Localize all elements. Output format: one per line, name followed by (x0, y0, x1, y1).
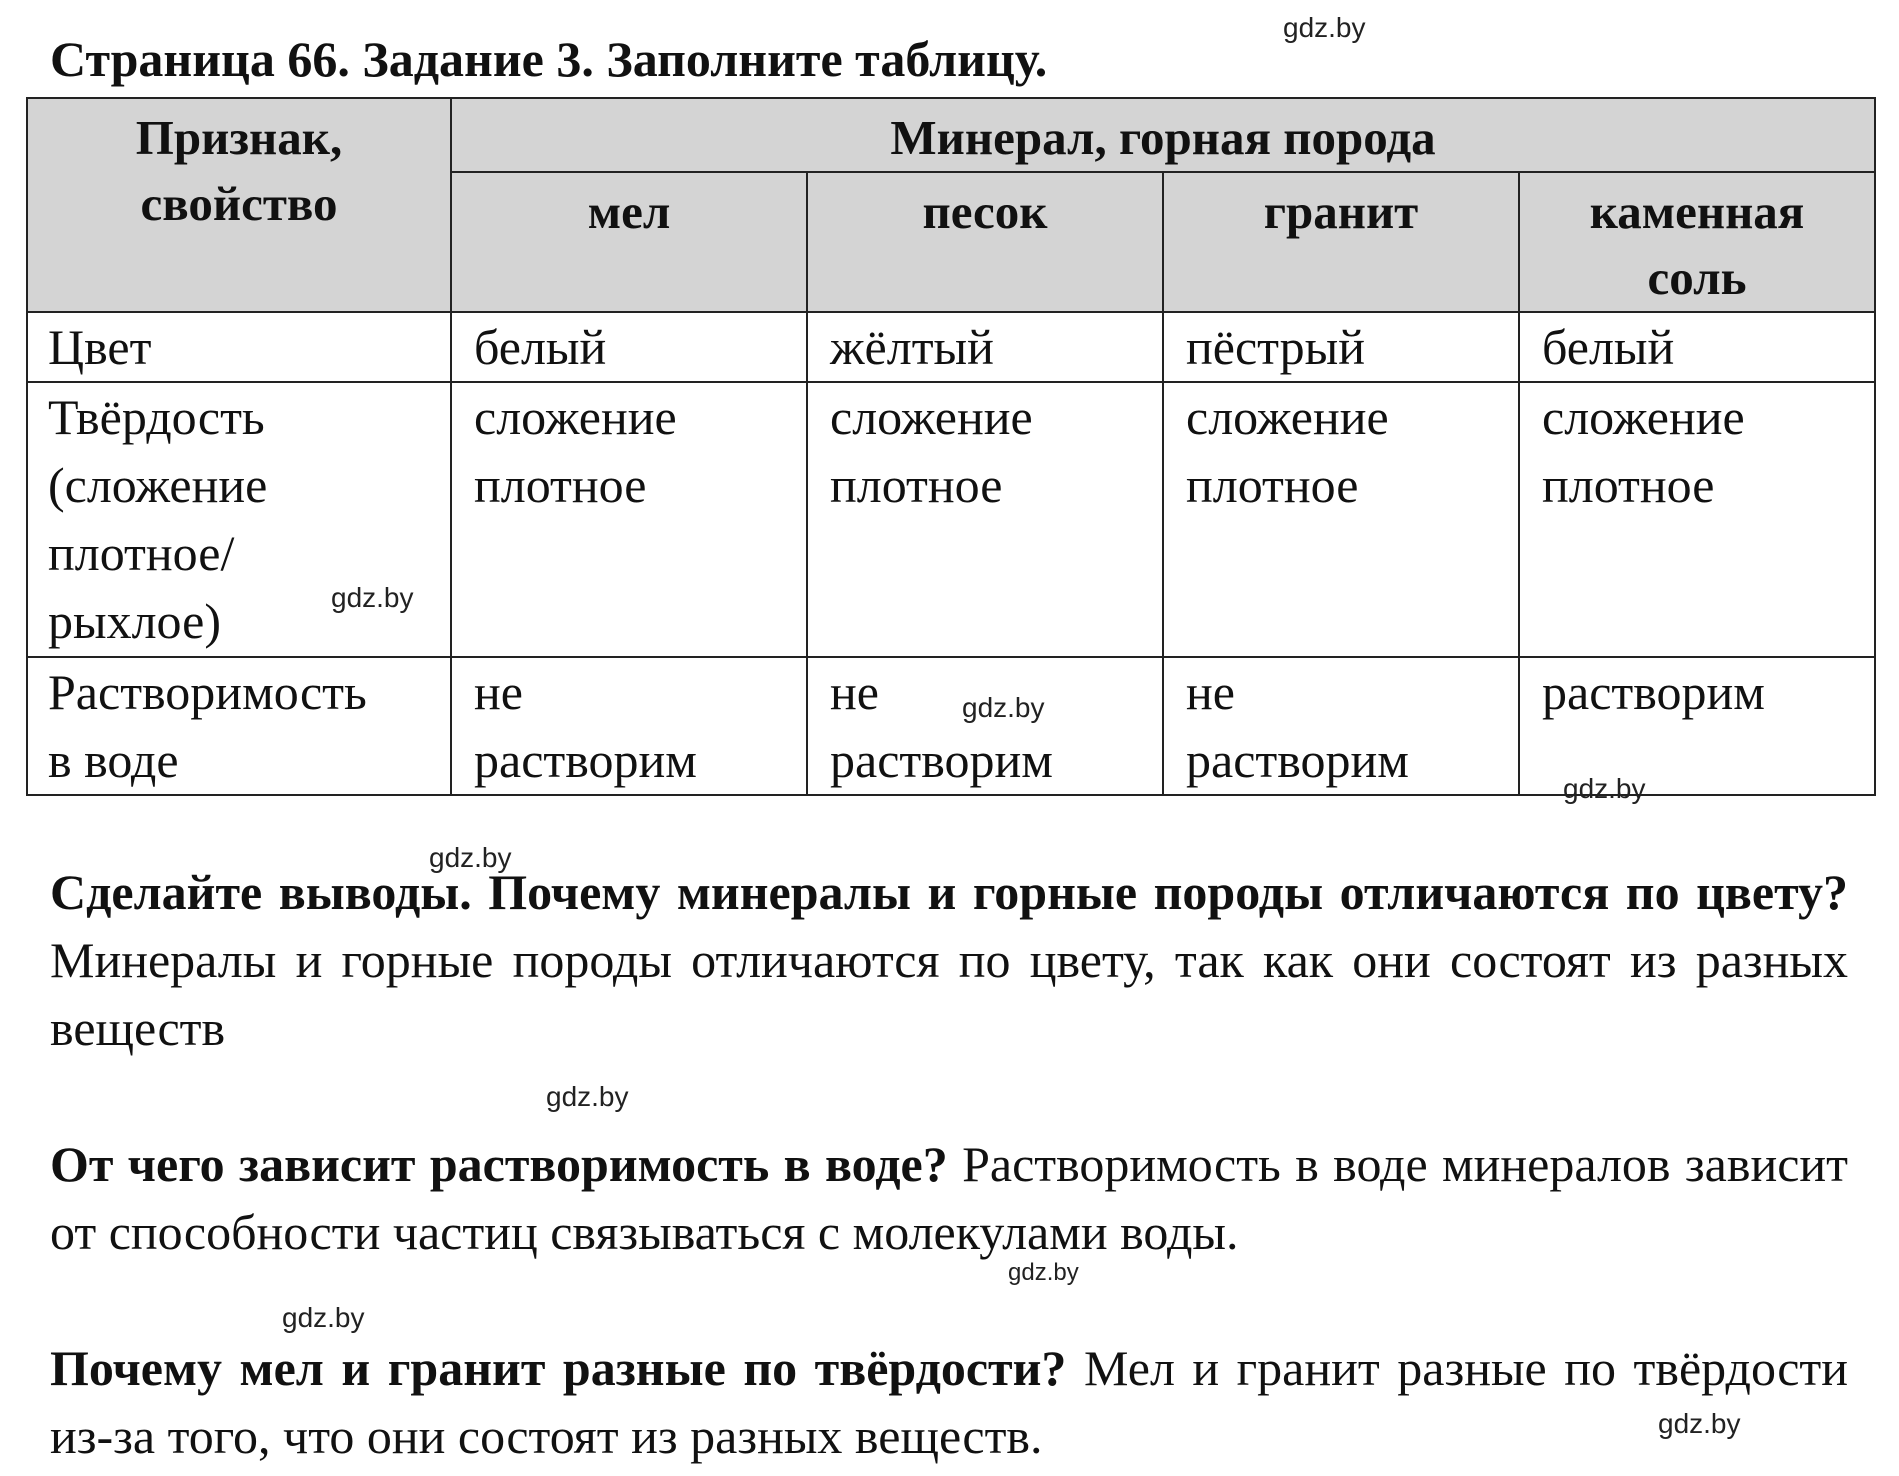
table-row (27, 657, 1875, 795)
column-header: гранит (1163, 172, 1519, 312)
table-cell: растворим (1519, 657, 1875, 795)
watermark: gdz.by (1008, 1259, 1079, 1286)
question-block (50, 1334, 1848, 1470)
table-header-row (27, 98, 1875, 172)
watermark: gdz.by (1658, 1408, 1741, 1439)
table-cell: сложение плотное (1519, 382, 1875, 657)
question-text: Сделайте выводы. Почему минералы и горные породы отличаются по цвету? (50, 864, 1848, 920)
watermark: gdz.by (429, 842, 512, 873)
column-header: песок (807, 172, 1163, 312)
question-block (50, 1130, 1848, 1266)
table-cell: сложение плотное (807, 382, 1163, 657)
table-cell: пёстрый (1163, 312, 1519, 382)
table-cell: жёлтый (807, 312, 1163, 382)
row-feature: Растворимость в воде (27, 657, 451, 795)
page-title: Страница 66. Задание 3. Заполните таблицу. (50, 31, 1048, 87)
table-cell: не растворим (1163, 657, 1519, 795)
header-mineral-group: Минерал, горная порода (451, 98, 1875, 172)
table-cell: не растворим (807, 657, 1163, 795)
question-text: От чего зависит растворимость в воде? (50, 1136, 948, 1192)
table-cell: белый (1519, 312, 1875, 382)
table-row (27, 382, 1875, 657)
table-cell: белый (451, 312, 807, 382)
answer-text: Минералы и горные породы отличаются по цвету, так как они состоят из разных веществ (50, 932, 1848, 1056)
table-cell: не растворим (451, 657, 807, 795)
properties-table (26, 97, 1876, 796)
table-cell: сложение плотное (451, 382, 807, 657)
watermark: gdz.by (282, 1302, 365, 1333)
question-block (50, 858, 1848, 1062)
watermark: gdz.by (962, 692, 1045, 723)
column-header: каменная соль (1519, 172, 1875, 312)
row-feature: Твёрдость (сложение плотное/ рыхлое) (27, 382, 451, 657)
answer-text: Мел и гранит разные по твёрдости из-за того, что они состоят из разных веществ. (50, 1340, 1849, 1464)
column-header: мел (451, 172, 807, 312)
row-feature: Цвет (27, 312, 451, 382)
question-text: Почему мел и гранит разные по твёрдости? (50, 1340, 1067, 1396)
table-row (27, 312, 1875, 382)
header-feature: Признак, свойство (27, 98, 451, 312)
watermark: gdz.by (1563, 773, 1646, 804)
table-cell: сложение плотное (1163, 382, 1519, 657)
watermark: gdz.by (546, 1081, 629, 1112)
answer-text: Растворимость в воде минералов зависит от способности частиц связываться с молекулами воды. (50, 1136, 1849, 1260)
watermark: gdz.by (331, 582, 414, 613)
watermark: gdz.by (1283, 12, 1366, 43)
